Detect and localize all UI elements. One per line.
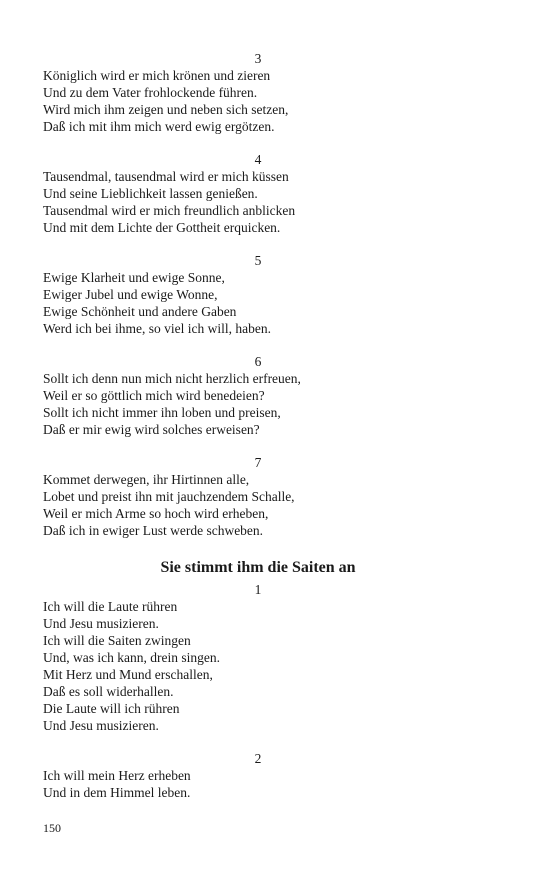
stanza-6 — [43, 353, 473, 438]
stanza-4 — [43, 151, 473, 236]
verse-line: Und in dem Himmel leben. — [43, 785, 191, 800]
verse-line: Und Jesu musizieren. — [43, 718, 159, 733]
stanza-3 — [43, 50, 473, 135]
stanza-number: 2 — [254, 751, 262, 766]
stanza-number: 7 — [254, 455, 262, 470]
stanza-2 — [43, 750, 473, 801]
verse-line: Weil er mich Arme so hoch wird erheben, — [43, 506, 269, 521]
verse-line: Daß ich in ewiger Lust werde schweben. — [43, 523, 264, 538]
stanza-1 — [43, 581, 473, 734]
verse-line: Ewige Schönheit und andere Gaben — [43, 304, 237, 319]
verse-line: Ich will die Laute rühren — [43, 599, 178, 614]
verse-line: Ich will mein Herz erheben — [43, 768, 191, 783]
poem-title: Sie stimmt ihm die Saiten an — [160, 559, 356, 576]
verse-line: Daß ich mit ihm mich werd ewig ergötzen. — [43, 119, 275, 134]
verse-line: Sollt ich denn nun mich nicht herzlich erfreuen, — [43, 371, 301, 386]
verse-line: Die Laute will ich rühren — [43, 701, 180, 716]
verse-line: Lobet und preist ihn mit jauchzendem Schalle, — [43, 489, 295, 504]
page-body — [43, 50, 473, 801]
verse-line: Ewige Klarheit und ewige Sonne, — [43, 270, 225, 285]
stanza-number: 1 — [254, 582, 262, 597]
verse-line: Ich will die Saiten zwingen — [43, 633, 191, 648]
verse-line: Werd ich bei ihme, so viel ich will, haben. — [43, 321, 271, 336]
stanza-number: 6 — [254, 354, 262, 369]
stanza-number: 5 — [254, 253, 262, 268]
verse-line: Tausendmal wird er mich freundlich anblicken — [43, 203, 296, 218]
page-number: 150 — [43, 821, 61, 835]
verse-line: Wird mich ihm zeigen und neben sich setzen, — [43, 102, 289, 117]
verse-line: Daß er mir ewig wird solches erweisen? — [43, 422, 260, 437]
verse-line: Sollt ich nicht immer ihn loben und preisen, — [43, 405, 281, 420]
verse-line: Und Jesu musizieren. — [43, 616, 159, 631]
verse-line: Und seine Lieblichkeit lassen genießen. — [43, 186, 258, 201]
verse-line: Kommet derwegen, ihr Hirtinnen alle, — [43, 472, 250, 487]
stanza-number: 4 — [254, 152, 262, 167]
verse-line: Daß es soll widerhallen. — [43, 684, 174, 699]
stanza-7 — [43, 454, 473, 539]
verse-line: Und mit dem Lichte der Gottheit erquicken. — [43, 220, 281, 235]
verse-line: Und, was ich kann, drein singen. — [43, 650, 220, 665]
verse-line: Tausendmal, tausendmal wird er mich küssen — [43, 169, 289, 184]
verse-line: Königlich wird er mich krönen und zieren — [43, 68, 271, 83]
stanza-number: 3 — [254, 51, 262, 66]
verse-line: Mit Herz und Mund erschallen, — [43, 667, 213, 682]
verse-line: Weil er so göttlich mich wird benedeien? — [43, 388, 265, 403]
stanza-5 — [43, 252, 473, 337]
verse-line: Ewiger Jubel und ewige Wonne, — [43, 287, 218, 302]
verse-line: Und zu dem Vater frohlockende führen. — [43, 85, 258, 100]
